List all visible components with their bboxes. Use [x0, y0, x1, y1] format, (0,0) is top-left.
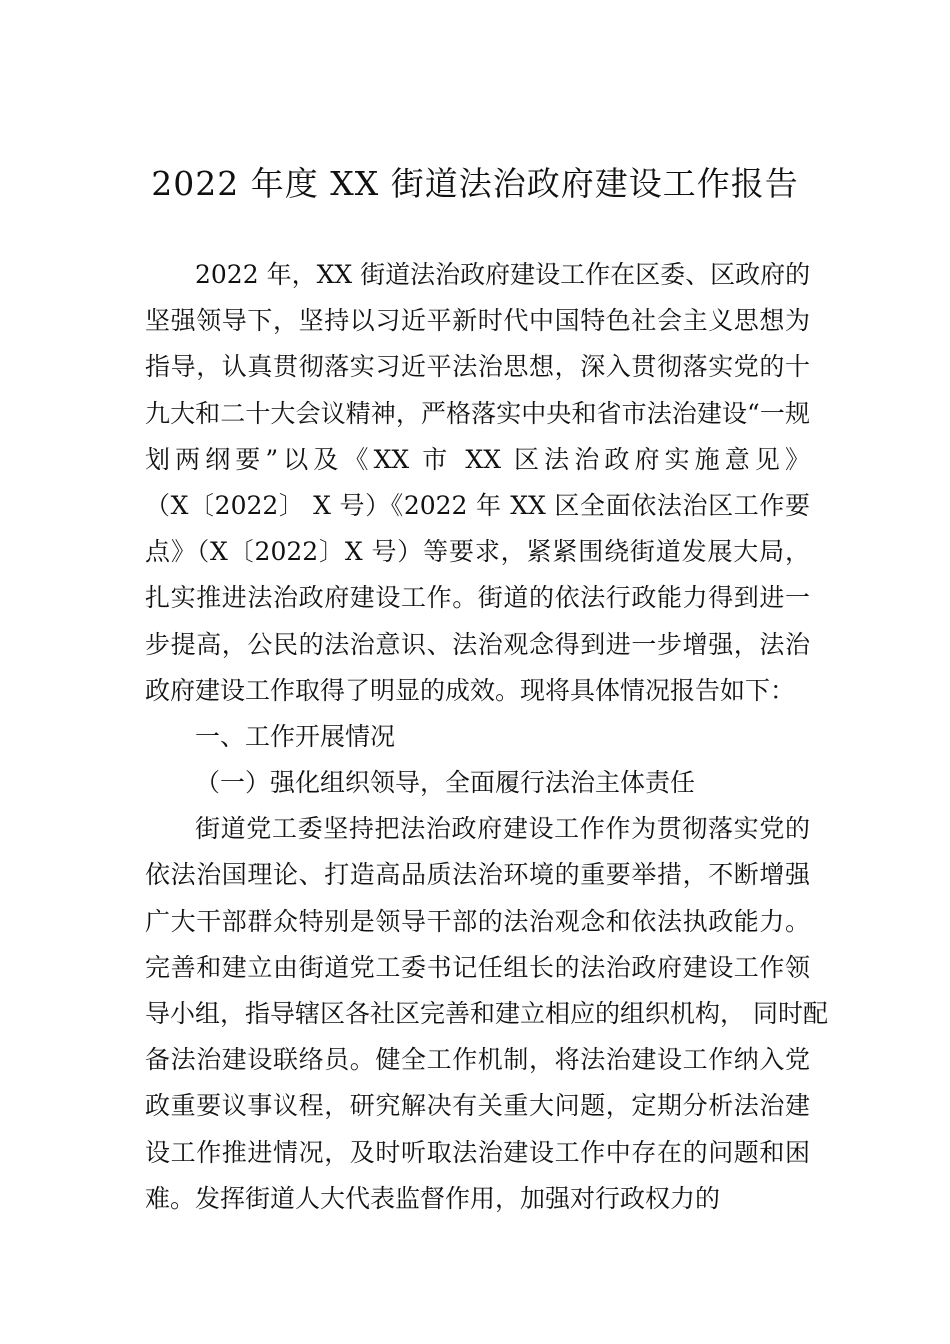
- paragraph-line: 指导，认真贯彻落实习近平法治思想，深入贯彻落实党的十: [145, 352, 810, 382]
- paragraph-line: 依法治国理论、打造高品质法治环境的重要举措，不断增强: [145, 860, 810, 890]
- section-heading: 一、工作开展情况: [195, 721, 396, 751]
- paragraph-line: 完善和建立由街道党工委书记任组长的法治政府建设工作领: [145, 952, 810, 982]
- document-title: 2022 年度 XX 街道法治政府建设工作报告: [151, 164, 799, 203]
- paragraph-line: （X〔2022〕 X 号）《2022 年 XX 区全面依法治区工作要: [145, 490, 810, 520]
- paragraph-line: 政府建设工作取得了明显的成效。现将具体情况报告如下：: [145, 675, 796, 705]
- paragraph-line: 点》（X〔2022〕X 号）等要求，紧紧围绕街道发展大局，: [145, 537, 810, 567]
- paragraph-line: 步提高，公民的法治意识、法治观念得到进一步增强，法治: [145, 629, 810, 659]
- paragraph-line: 政重要议事议程，研究解决有关重大问题，定期分析法治建: [145, 1091, 810, 1121]
- paragraph-line: 设工作推进情况，及时听取法治建设工作中存在的问题和困: [145, 1137, 810, 1167]
- paragraph-line: 2022 年，XX 街道法治政府建设工作在区委、区政府的: [195, 260, 811, 289]
- subsection-heading: （一）强化组织领导，全面履行法治主体责任: [195, 768, 696, 798]
- paragraph-line: 广大干部群众特别是领导干部的法治观念和依法执政能力。: [145, 906, 810, 936]
- paragraph-line: 扎实推进法治政府建设工作。街道的依法行政能力得到进一: [145, 583, 810, 613]
- paragraph-line: 导小组，指导辖区各社区完善和建立相应的组织机构， 同时配: [145, 999, 828, 1028]
- paragraph-line: 备法治建设联络员。健全工作机制，将法治建设工作纳入党: [145, 1045, 810, 1075]
- paragraph-line: 划两纲要”以及《XX 市 XX 区法治政府实施意见》: [145, 444, 810, 474]
- document-body: [145, 252, 828, 1222]
- paragraph-line: 难。发挥街道人大代表监督作用，加强对行政权力的: [145, 1183, 721, 1213]
- paragraph-line: 街道党工委坚持把法治政府建设工作作为贯彻落实党的: [195, 814, 810, 844]
- paragraph-line: 坚强领导下，坚持以习近平新时代中国特色社会主义思想为: [145, 306, 810, 336]
- paragraph-line: 九大和二十大会议精神，严格落实中央和省市法治建设“一规: [145, 398, 810, 428]
